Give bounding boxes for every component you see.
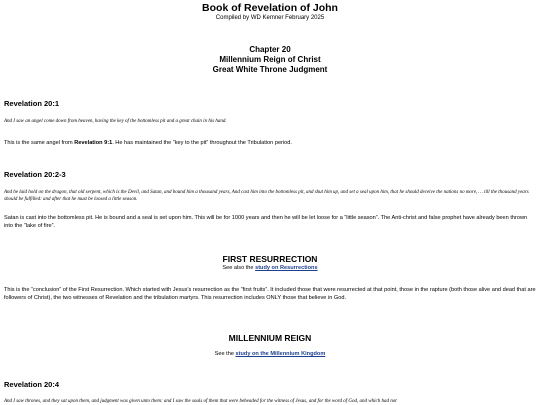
commentary-text: This is the same angel from — [4, 140, 75, 146]
first-resurrection-commentary: This is the “conclusion” of the First Resurrection. Which started with Jesus’s resurrection as the “first fruits”. It included those that were resurrected at that point, those in the rapture (both those alive and dead that are followers of Christ), the two witnesses of Revelation and the tribulation martyrs. This resurrection includes ONLY those that believe in God. — [4, 287, 536, 301]
verse-heading-20-1: Revelation 20:1 — [4, 99, 60, 108]
first-resurrection-heading: FIRST RESURRECTION — [222, 254, 318, 264]
verse-heading-20-4: Revelation 20:4 — [4, 380, 60, 389]
chapter-heading — [0, 45, 540, 75]
chapter-subtitle-2: Great White Throne Judgment — [212, 65, 328, 74]
commentary-20-2-3: Satan is cast into the bottomless pit. He is bound and a seal is set upon him. This will be for 1000 years and then he will be let loose for a “little season”. The Anti-christ and false prophet have already been thrown into the “lake of fire”. — [4, 215, 528, 229]
chapter-subtitle-1: Millennium Reign of Christ — [219, 55, 321, 64]
scripture-reference: Revelation 9:1 — [74, 140, 113, 146]
scripture-20-1: And I saw an angel come down from heaven, having the key of the bottomless pit and a great chain in his hand. — [4, 119, 227, 124]
scripture-20-4: And I saw thrones, and they sat upon them, and judgment was given unto them: and I saw the souls of them that were beheaded for the witness of Jesus, and for the word of God, and which had not — [4, 399, 397, 404]
chapter-number: Chapter 20 — [249, 45, 291, 54]
commentary-text: . He has maintained the “key to the pit” throughout the Tribulation period. — [112, 140, 292, 146]
scripture-20-2-3: And he laid hold on the dragon, that old serpent, which is the Devil, and Satan, and bound him a thousand years, And cast him into the bottomless pit, and shut him up, and set a seal upon him, that he should deceive the nations no more, … till the thousand years should be fulfilled: and after that he must be loosed a little season. — [4, 190, 529, 202]
resurrections-study-link[interactable]: study on Resurrections — [255, 265, 318, 271]
see-also-resurrections — [0, 265, 540, 271]
compiled-by-line: Compiled by WD Kemner February 2025 — [215, 15, 325, 21]
see-also-text: See also the — [222, 265, 256, 271]
document-title: Book of Revelation of John — [202, 2, 338, 14]
commentary-20-1 — [4, 139, 536, 147]
millennium-kingdom-study-link[interactable]: study on the Millennium Kingdom — [235, 351, 326, 357]
see-text: See the — [214, 351, 236, 357]
see-millennium-study — [0, 351, 540, 357]
verse-heading-20-2-3: Revelation 20:2-3 — [4, 170, 66, 179]
millennium-reign-heading: MILLENNIUM REIGN — [228, 333, 312, 343]
